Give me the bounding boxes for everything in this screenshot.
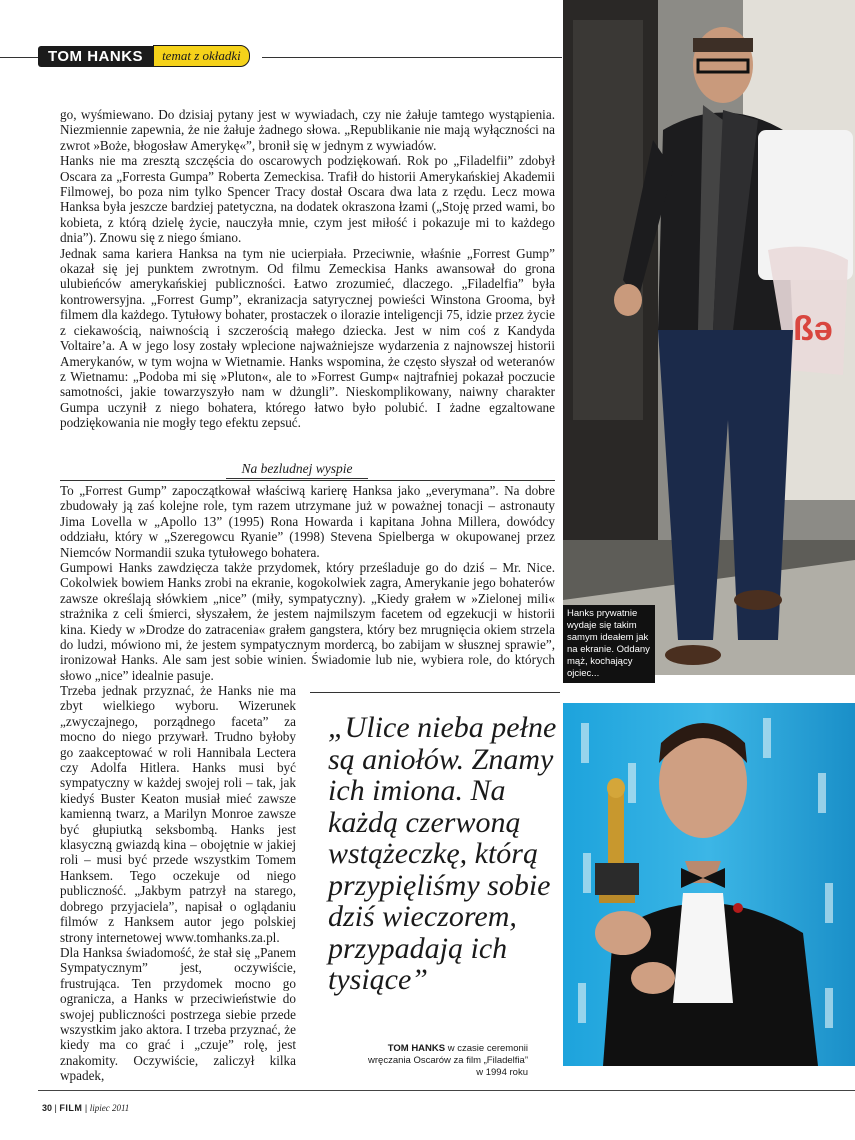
article-top-column — [60, 107, 555, 431]
caption-text: w czasie ceremonii wręczania Oscarów za film „Filadelfia” w 1994 roku — [368, 1043, 528, 1078]
paragraph: Gumpowi Hanks zawdzięcza także przydomek, który prześladuje go do dziś – Mr. Nice. Cokolwiek bowiem Hanks zrobi na ekranie, kogokolwiek zagra, Amerykanie jego bohaterów zawsze określają słówkiem „nice” (miły, sympatyczny). „Kiedy grałem w »Zielonej mili« strażnika z celi śmierci, słyszałem, że jestem najmilszym facetem od egzekucji w historii kina. Kiedy w »Drodze do zatracenia« grałem gangstera, który bez mrugnięcia okiem strzela do ludzi, mówiono mi, że jestem sympatycznym mordercą, bo zabijam w słusznej sprawie”, ironizował Hanks. Ale sam jest sobie winien. Świadomie lub nie, wybiera role, do których słowo „nice” idealnie pasuje. — [60, 560, 555, 683]
section-header — [38, 44, 250, 68]
svg-text:ßə: ßə — [793, 310, 833, 348]
quote-rule — [310, 692, 560, 693]
photo-oscar — [563, 703, 855, 1066]
article-mid-column — [60, 483, 555, 683]
header-section: temat z okładki — [153, 45, 250, 67]
footer-separator: | — [54, 1103, 60, 1113]
paragraph: Jednak sama kariera Hanksa na tym nie ucierpiała. Przeciwnie, właśnie „Forrest Gump” okazał się jej punktem zwrotnym. Od filmu Zemeckisa Hanks awansował do grona ulubieńców amerykańskiej publiczności. Łatwo zrozumieć, dlaczego. „Filadelfia” była kontrowersyjna. „Forrest Gump”, ekranizacja satyrycznej powieści Winstona Grooma, był filmem dla każdego. Tytułowy bohater, prostaczek o ilorazie inteligencji 75, idzie przez życie z ciekawością, naiwnością i szczerością małego dziecka. Jest w nim coś z Kandyda Voltaire’a. A w jego losy zostały wplecione najważniejsze wydarzenia z najnowszej historii Amerykanów, w tym wojna w Wietnamie. Hanks wspomina, że często słyszał od weteranów z Wietnamu: „Podoba mi się »Pluton«, ale to »Forrest Gump« najtrafniej pokazał poczucie samotności, jakie towarzyszyło nam w dżungli”. Nieskomplikowany, naiwny charakter Gumpa uczynił z niego bohatera, którego łatwo było polubić. I żadne egzaltowane podziękowania nie mogły tego efektu zepsuć. — [60, 245, 555, 431]
paragraph: Trzeba jednak przyznać, że Hanks nie ma zbyt wielkiego wyboru. Wizerunek „zwyczajnego, porządnego faceta” za mocno do niego przywarł. Trudno byłoby go zaakceptować w roli Hannibala Lectera czy Adolfa Hitlera. Hanks musi być sympatyczny w każdej swojej roli – tak, jak kiedyś Buster Keaton musiał mieć zawsze kamienną twarz, a Marilyn Monroe zawsze być głupiutką seksbombą. Hanks jest klasyczną gwiazdą kina – obojętnie w jakiej roli – musi być przede wszystkim Tomem Hanksem. Tego oczekuje od niego publiczność. „Jakbym patrzył na starego, dobrego przyjaciela”, napisał o oglądaniu filmów z Hanksem autor jego polskiej strony internetowej www.tomhanks.za.pl. — [60, 683, 296, 945]
page-number: 30 — [42, 1103, 53, 1113]
subheading: Na bezludnej wyspie — [226, 461, 368, 479]
photo-street-illustration — [563, 0, 855, 675]
photo-caption-oscar — [360, 1043, 528, 1079]
header-tag: TOM HANKS — [38, 46, 153, 67]
article-narrow-column — [60, 683, 296, 1084]
paragraph: Hanks nie ma zresztą szczęścia do oscarowych podziękowań. Rok po „Filadelfii” zdobył Oscara za „Forresta Gumpa” Roberta Zemeckisa. Trafił do historii Amerykańskiej Akademii Filmowej, bo poza nim tylko Spencer Tracy dostał Oscara dwa lata z rzędu. Lecz mowa Hanksa była jeszcze bardziej patetyczna, na dodatek okraszona łzami („Stoję przed wami, bo kobieta, z którą dzielę życie, nauczyła mnie, czym jest miłość i pokazuje mi to każdego dnia”). Znowu się z niego śmiano. — [60, 153, 555, 246]
footer-separator: | — [84, 1103, 90, 1113]
subheading-rule — [60, 480, 555, 481]
header-rule — [262, 57, 562, 58]
caption-name: TOM HANKS — [387, 1043, 446, 1054]
paragraph: To „Forrest Gump” zapoczątkował właściwą karierę Hanksa jako „everymana”. Na dobre zbudowały ją zaś kolejne role, tym razem utrzymane już w poważnej tonacji – astronauty Jima Lovella w „Apollo 13” (1995) Rona Howarda i kapitana Johna Millera, dowódcy oddziału, który w „Szeregowcu Ryanie” (1998) Stevena Spielberga w okupowanej przez Niemców Normandii szuka tytułowego bohatera. — [60, 483, 555, 560]
magazine-name: FILM — [59, 1103, 83, 1113]
footer-rule — [38, 1090, 855, 1091]
pull-quote: „Ulice nieba pełne są aniołów. Znamy ich imiona. Na każdą czerwoną wstążeczkę, którą przypięliśmy sobie dziś wieczorem, przypadają ich tysiące” — [328, 711, 557, 996]
issue-date: lipiec 2011 — [89, 1103, 130, 1113]
paragraph: go, wyśmiewano. Do dzisiaj pytany jest w wywiadach, czy nie żałuje tamtego wystąpienia. Niezmiennie zapewnia, że nie żałuje żadnego słowa. „Republikanie nie mają wyłączności na zwrot »Boże, błogosław Amerykę«”, bronił się w jednym z wywiadów. — [60, 107, 555, 153]
paragraph: Dla Hanksa świadomość, że stał się „Panem Sympatycznym” jest, oczywiście, frustrująca. Ten przydomek mocno go ogranicza, a Hanks w przeciwieństwie do swojej publiczności postrzega siebie przede wszystkim jako aktora. I trzeba przyznać, że kiedy ma co grać i „czuje” rolę, jest znakomity. Oczywiście, zaliczył kilka wpadek, — [60, 944, 296, 1084]
photo-caption-street: Hanks prywatnie wydaje się takim samym ideałem jak na ekranie. Oddany mąż, kochający ojciec... — [563, 605, 655, 683]
photo-street — [563, 0, 855, 675]
header-rule-left — [0, 57, 40, 58]
page-footer — [42, 1103, 129, 1113]
photo-oscar-illustration — [563, 703, 855, 1066]
